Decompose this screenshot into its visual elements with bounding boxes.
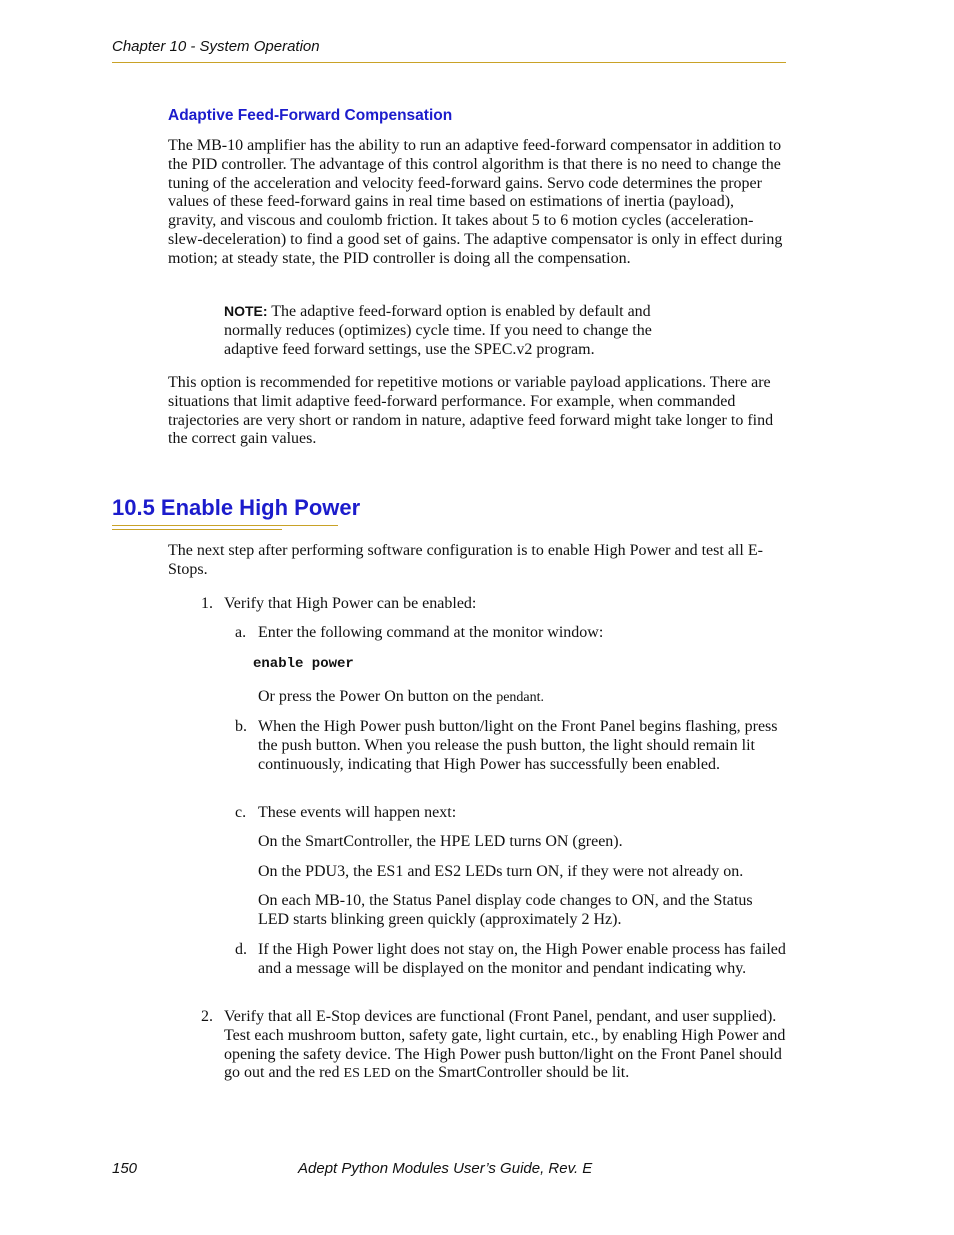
step-c-text: These events will happen next: — [258, 804, 457, 821]
step-a-alt-pendant: pendant. — [496, 690, 545, 705]
step-2-text-b: on the SmartController should be lit. — [390, 1064, 630, 1082]
note-text: The adaptive feed-forward option is enabled by default and normally reduces (optimizes) cycle time. If you need to change the adaptive feed forward settings, use the SPEC.v2 program. — [224, 303, 652, 358]
step-d-label: d. — [235, 941, 247, 958]
step-2-text-a: Verify that all E-Stop devices are functional (Front Panel, pendant, and user supplied). Test each mushroom button, safety gate, light curtain, etc., by enabling High Power and opening the safety device. The High Power push button/light on the Front Panel should go out and the red — [224, 1008, 786, 1082]
step-2-text — [224, 1008, 786, 1084]
step-c-event-3: On each MB-10, the Status Panel display code changes to ON, and the Status LED starts blinking green quickly (approximately 2 Hz). — [258, 892, 753, 928]
adaptive-paragraph-2: This option is recommended for repetitive motions or variable payload applications. There are situations that limit adaptive feed-forward performance. For example, when commanded trajectories are very short or random in nature, adaptive feed forward might take longer to find the correct gain values. — [168, 374, 774, 448]
subsection-heading: Adaptive Feed-Forward Compensation — [168, 107, 453, 124]
note-block — [224, 302, 694, 359]
page-number: 150 — [112, 1160, 138, 1177]
running-header: Chapter 10 - System Operation — [112, 38, 320, 55]
step-c-event-2: On the PDU3, the ES1 and ES2 LEDs turn ON, if they were not already on. — [258, 863, 744, 880]
step-1-number: 1. — [201, 595, 213, 612]
section-rule-bottom — [112, 529, 282, 530]
step-c-label: c. — [235, 804, 247, 821]
step-b-text: When the High Power push button/light on the Front Panel begins flashing, press the push button. When you release the push button, the light should remain lit continuously, indicating that High Power has successfully been enabled. — [258, 718, 778, 773]
step-d-text: If the High Power light does not stay on, the High Power enable process has failed and a message will be displayed on the monitor and pendant indicating why. — [258, 941, 786, 977]
step-a-alt-text: Or press the Power On button on the — [258, 688, 497, 705]
section-intro: The next step after performing software configuration is to enable High Power and test all E-Stops. — [168, 542, 763, 578]
footer-title: Adept Python Modules User’s Guide, Rev. E — [298, 1160, 593, 1177]
code-command: enable power — [253, 656, 354, 672]
step-b-label: b. — [235, 718, 247, 735]
adaptive-paragraph-1: The MB-10 amplifier has the ability to run an adaptive feed-forward compensator in addition to the PID controller. The advantage of this control algorithm is that there is no need to change the tuning of the acceleration and velocity feed-forward gains. Servo code determines the proper values of these feed-forward gains in real time based on estimations of inertia (payload), gravity, and viscous and coulomb friction. It takes about 5 to 6 motion cycles (acceleration-slew-deceleration) to find a good set of gains. The adaptive compensator is only in effect during motion; at steady state, the PID controller is doing all the compensation. — [168, 137, 783, 267]
section-title: 10.5 Enable High Power — [112, 495, 361, 520]
header-rule — [112, 62, 786, 63]
step-a-alt — [258, 688, 784, 708]
step-1-text: Verify that High Power can be enabled: — [224, 595, 477, 612]
step-a-text: Enter the following command at the monitor window: — [258, 624, 604, 641]
step-2-es-led: ES LED — [343, 1066, 391, 1082]
note-label: NOTE: — [224, 303, 268, 319]
step-2-number: 2. — [201, 1008, 213, 1025]
step-c-event-1: On the SmartController, the HPE LED turns ON (green). — [258, 833, 623, 850]
step-a-label: a. — [235, 624, 247, 641]
section-rule-top — [112, 525, 338, 526]
